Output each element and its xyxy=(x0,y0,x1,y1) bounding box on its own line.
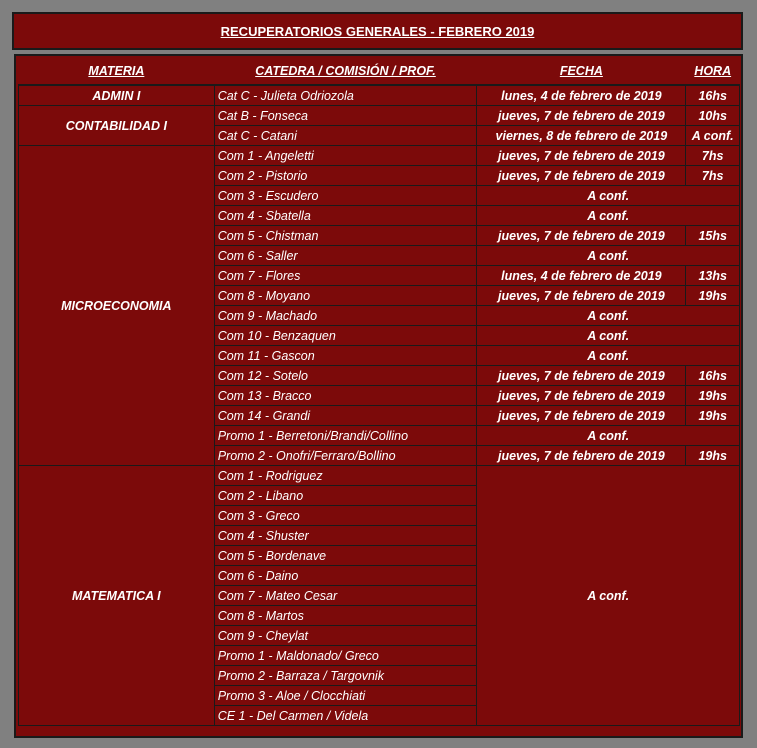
hora-cell: A conf. xyxy=(686,126,740,146)
materia-cell: ADMIN I xyxy=(19,85,215,106)
header-materia: MATERIA xyxy=(19,58,215,85)
catedra-cell: Promo 2 - Barraza / Targovnik xyxy=(214,666,477,686)
catedra-cell: Promo 1 - Maldonado/ Greco xyxy=(214,646,477,666)
fecha-cell: jueves, 7 de febrero de 2019 xyxy=(477,146,686,166)
catedra-cell: Com 2 - Pistorio xyxy=(214,166,477,186)
fecha-cell: jueves, 7 de febrero de 2019 xyxy=(477,106,686,126)
catedra-cell: Com 6 - Saller xyxy=(214,246,477,266)
table-row xyxy=(19,85,740,106)
fecha-cell: jueves, 7 de febrero de 2019 xyxy=(477,366,686,386)
a-conf-cell: A conf. xyxy=(477,466,740,726)
catedra-cell: Com 7 - Mateo Cesar xyxy=(214,586,477,606)
hora-cell: 19hs xyxy=(686,446,740,466)
catedra-cell: Com 9 - Machado xyxy=(214,306,477,326)
catedra-cell: Com 1 - Angeletti xyxy=(214,146,477,166)
catedra-cell: Com 7 - Flores xyxy=(214,266,477,286)
hora-cell: 19hs xyxy=(686,286,740,306)
catedra-cell: Com 3 - Escudero xyxy=(214,186,477,206)
header-hora: HORA xyxy=(686,58,740,85)
schedule-table xyxy=(18,58,740,726)
catedra-cell: Com 5 - Chistman xyxy=(214,226,477,246)
fecha-cell: jueves, 7 de febrero de 2019 xyxy=(477,406,686,426)
catedra-cell: Com 8 - Moyano xyxy=(214,286,477,306)
fecha-cell: jueves, 7 de febrero de 2019 xyxy=(477,226,686,246)
catedra-cell: Com 10 - Benzaquen xyxy=(214,326,477,346)
hora-cell: 13hs xyxy=(686,266,740,286)
catedra-cell: Promo 2 - Onofri/Ferraro/Bollino xyxy=(214,446,477,466)
catedra-cell: Com 2 - Libano xyxy=(214,486,477,506)
catedra-cell: Com 5 - Bordenave xyxy=(214,546,477,566)
hora-cell: 7hs xyxy=(686,146,740,166)
fecha-cell: jueves, 7 de febrero de 2019 xyxy=(477,446,686,466)
catedra-cell: Com 1 - Rodriguez xyxy=(214,466,477,486)
hora-cell: 7hs xyxy=(686,166,740,186)
header-fecha: FECHA xyxy=(477,58,686,85)
fecha-cell: jueves, 7 de febrero de 2019 xyxy=(477,166,686,186)
catedra-cell: Com 12 - Sotelo xyxy=(214,366,477,386)
catedra-cell: Cat C - Catani xyxy=(214,126,477,146)
a-conf-cell: A conf. xyxy=(477,326,740,346)
catedra-cell: Promo 3 - Aloe / Clocchiati xyxy=(214,686,477,706)
catedra-cell: CE 1 - Del Carmen / Videla xyxy=(214,706,477,726)
schedule-table-box xyxy=(14,54,743,738)
a-conf-cell: A conf. xyxy=(477,206,740,226)
hora-cell: 19hs xyxy=(686,386,740,406)
catedra-cell: Cat B - Fonseca xyxy=(214,106,477,126)
a-conf-cell: A conf. xyxy=(477,186,740,206)
table-row xyxy=(19,146,740,166)
catedra-cell: Com 11 - Gascon xyxy=(214,346,477,366)
a-conf-cell: A conf. xyxy=(477,246,740,266)
catedra-cell: Com 4 - Shuster xyxy=(214,526,477,546)
fecha-cell: viernes, 8 de febrero de 2019 xyxy=(477,126,686,146)
header-row xyxy=(19,58,740,85)
header-catedra: CATEDRA / COMISIÓN / PROF. xyxy=(214,58,477,85)
title-box xyxy=(12,12,743,50)
catedra-cell: Com 13 - Bracco xyxy=(214,386,477,406)
catedra-cell: Promo 1 - Berretoni/Brandi/Collino xyxy=(214,426,477,446)
hora-cell: 10hs xyxy=(686,106,740,126)
a-conf-cell: A conf. xyxy=(477,426,740,446)
table-row xyxy=(19,106,740,126)
page-title: RECUPERATORIOS GENERALES - FEBRERO 2019 xyxy=(220,23,535,39)
catedra-cell: Com 8 - Martos xyxy=(214,606,477,626)
hora-cell: 16hs xyxy=(686,366,740,386)
hora-cell: 16hs xyxy=(686,85,740,106)
a-conf-cell: A conf. xyxy=(477,346,740,366)
fecha-cell: lunes, 4 de febrero de 2019 xyxy=(477,85,686,106)
catedra-cell: Cat C - Julieta Odriozola xyxy=(214,85,477,106)
catedra-cell: Com 14 - Grandi xyxy=(214,406,477,426)
materia-cell: MATEMATICA I xyxy=(19,466,215,726)
catedra-cell: Com 4 - Sbatella xyxy=(214,206,477,226)
fecha-cell: jueves, 7 de febrero de 2019 xyxy=(477,386,686,406)
fecha-cell: jueves, 7 de febrero de 2019 xyxy=(477,286,686,306)
table-row xyxy=(19,466,740,486)
catedra-cell: Com 3 - Greco xyxy=(214,506,477,526)
materia-cell: CONTABILIDAD I xyxy=(19,106,215,146)
a-conf-cell: A conf. xyxy=(477,306,740,326)
catedra-cell: Com 6 - Daino xyxy=(214,566,477,586)
catedra-cell: Com 9 - Cheylat xyxy=(214,626,477,646)
hora-cell: 19hs xyxy=(686,406,740,426)
materia-cell: MICROECONOMIA xyxy=(19,146,215,466)
fecha-cell: lunes, 4 de febrero de 2019 xyxy=(477,266,686,286)
hora-cell: 15hs xyxy=(686,226,740,246)
